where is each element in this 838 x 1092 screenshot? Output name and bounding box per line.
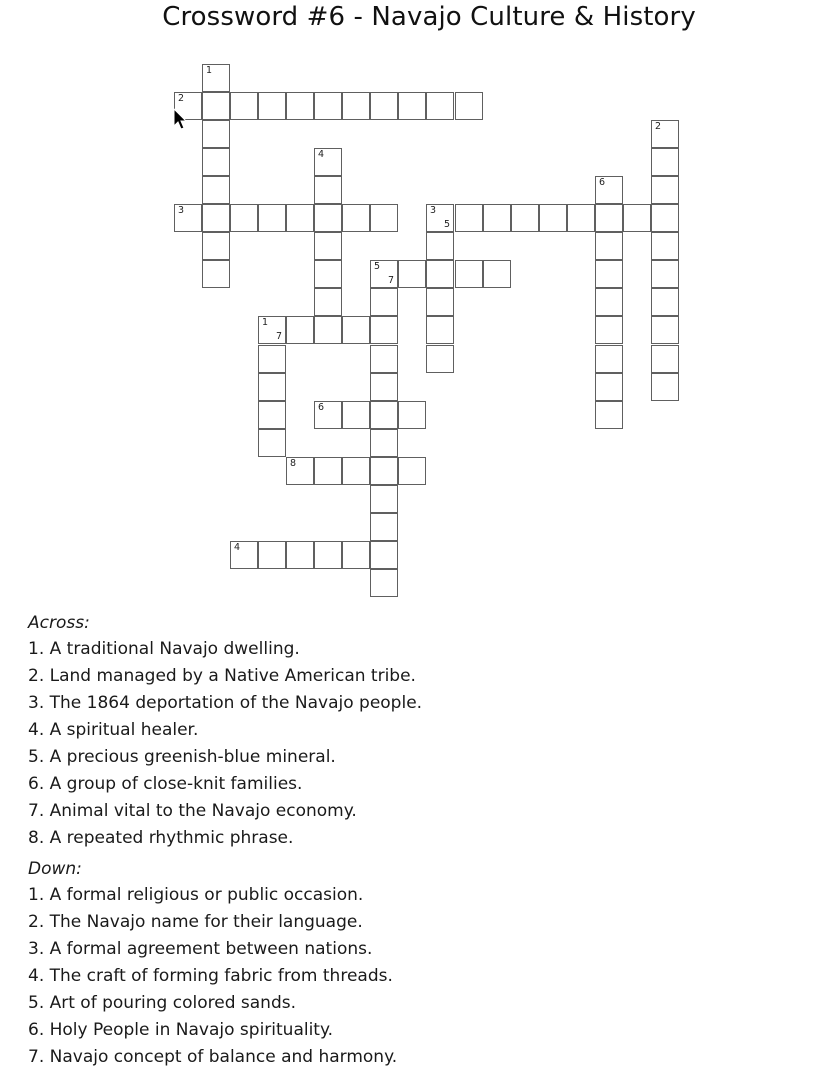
grid-cell[interactable] [342, 316, 370, 344]
grid-cell[interactable] [370, 288, 398, 316]
across-heading: Across: [28, 613, 90, 633]
clue-number: 6 [599, 177, 606, 188]
grid-cell[interactable] [370, 485, 398, 513]
down-clue: 1. A formal religious or public occasion. [28, 885, 364, 905]
grid-cell[interactable] [595, 204, 623, 232]
clue-number: 2 [655, 121, 662, 132]
grid-cell[interactable] [314, 204, 342, 232]
grid-cell[interactable] [483, 204, 511, 232]
grid-cell[interactable] [370, 457, 398, 485]
grid-cell[interactable] [398, 260, 426, 288]
grid-cell[interactable] [314, 288, 342, 316]
across-clue: 2. Land managed by a Native American tribe. [28, 666, 416, 686]
grid-cell[interactable] [202, 260, 230, 288]
grid-cell[interactable] [342, 401, 370, 429]
grid-cell[interactable] [623, 204, 651, 232]
grid-cell[interactable] [567, 204, 595, 232]
down-clue-list [28, 882, 422, 1071]
clue-number: 3 [430, 205, 437, 216]
grid-cell[interactable] [258, 316, 286, 344]
across-clue: 3. The 1864 deportation of the Navajo people. [28, 693, 423, 713]
grid-cell[interactable] [370, 260, 398, 288]
grid-cell[interactable] [539, 204, 567, 232]
grid-cell[interactable] [202, 176, 230, 204]
grid-cell[interactable] [651, 345, 679, 373]
grid-cell[interactable] [370, 513, 398, 541]
grid-cell[interactable] [455, 92, 483, 120]
grid-cell[interactable] [426, 204, 454, 232]
grid-cell[interactable] [595, 373, 623, 401]
grid-cell[interactable] [426, 232, 454, 260]
grid-cell[interactable] [651, 204, 679, 232]
down-clue: 4. The craft of forming fabric from threads. [28, 966, 393, 986]
grid-cell[interactable] [174, 204, 202, 232]
grid-cell[interactable] [398, 401, 426, 429]
grid-cell[interactable] [314, 457, 342, 485]
grid-cell[interactable] [426, 316, 454, 344]
grid-cell[interactable] [370, 569, 398, 597]
grid-cell[interactable] [286, 92, 314, 120]
grid-cell[interactable] [370, 429, 398, 457]
down-clue: 3. A formal agreement between nations. [28, 939, 373, 959]
grid-cell[interactable] [258, 401, 286, 429]
clue-number: 5 [374, 261, 381, 272]
across-clue: 7. Animal vital to the Navajo economy. [28, 801, 357, 821]
grid-cell[interactable] [455, 204, 483, 232]
clue-number: 5 [443, 219, 450, 230]
grid-cell[interactable] [651, 120, 679, 148]
grid-cell[interactable] [595, 345, 623, 373]
grid-cell[interactable] [286, 541, 314, 569]
across-clue-list [28, 636, 422, 852]
grid-cell[interactable] [651, 373, 679, 401]
grid-cell[interactable] [370, 204, 398, 232]
grid-cell[interactable] [426, 288, 454, 316]
grid-cell[interactable] [314, 316, 342, 344]
clue-number: 2 [178, 93, 185, 104]
grid-cell[interactable] [651, 316, 679, 344]
clue-number: 4 [318, 149, 325, 160]
grid-cell[interactable] [314, 232, 342, 260]
grid-cell[interactable] [370, 401, 398, 429]
clue-number: 8 [290, 458, 297, 469]
grid-cell[interactable] [595, 232, 623, 260]
clue-number: 7 [387, 275, 394, 286]
grid-cell[interactable] [258, 92, 286, 120]
clue-number: 3 [178, 205, 185, 216]
grid-cell[interactable] [398, 457, 426, 485]
across-clue: 6. A group of close-knit families. [28, 774, 303, 794]
grid-cell[interactable] [230, 204, 258, 232]
down-clue: 2. The Navajo name for their language. [28, 912, 363, 932]
grid-cell[interactable] [651, 148, 679, 176]
grid-cell[interactable] [595, 316, 623, 344]
clue-number: 4 [234, 542, 241, 553]
grid-cell[interactable] [342, 541, 370, 569]
down-clue: 5. Art of pouring colored sands. [28, 993, 296, 1013]
clue-number: 1 [206, 65, 213, 76]
crossword-grid [174, 64, 694, 604]
clues-section [28, 610, 422, 1071]
down-clue: 6. Holy People in Navajo spirituality. [28, 1020, 334, 1040]
grid-cell[interactable] [342, 457, 370, 485]
down-clue: 7. Navajo concept of balance and harmony. [28, 1047, 398, 1067]
grid-cell[interactable] [398, 92, 426, 120]
grid-cell[interactable] [202, 64, 230, 92]
grid-cell[interactable] [651, 176, 679, 204]
down-heading: Down: [28, 859, 82, 879]
clue-number: 1 [262, 317, 269, 328]
grid-cell[interactable] [286, 204, 314, 232]
grid-cell[interactable] [595, 260, 623, 288]
grid-cell[interactable] [314, 541, 342, 569]
grid-cell[interactable] [202, 148, 230, 176]
grid-cell[interactable] [314, 401, 342, 429]
grid-cell[interactable] [426, 92, 454, 120]
grid-cell[interactable] [314, 148, 342, 176]
grid-cell[interactable] [511, 204, 539, 232]
grid-cell[interactable] [342, 92, 370, 120]
grid-cell[interactable] [258, 429, 286, 457]
grid-cell[interactable] [651, 260, 679, 288]
grid-cell[interactable] [314, 92, 342, 120]
clue-number: 7 [275, 331, 282, 342]
page-title: Crossword #6 - Navajo Culture & History [162, 2, 696, 32]
grid-cell[interactable] [370, 373, 398, 401]
grid-cell[interactable] [595, 176, 623, 204]
grid-cell[interactable] [230, 541, 258, 569]
grid-cell[interactable] [651, 232, 679, 260]
grid-cell[interactable] [426, 345, 454, 373]
mouse-pointer-icon [173, 108, 189, 132]
across-clue: 4. A spiritual healer. [28, 720, 199, 740]
grid-cell[interactable] [370, 345, 398, 373]
grid-cell[interactable] [258, 204, 286, 232]
grid-cell[interactable] [314, 176, 342, 204]
grid-cell[interactable] [286, 457, 314, 485]
grid-cell[interactable] [258, 345, 286, 373]
across-clue: 8. A repeated rhythmic phrase. [28, 828, 294, 848]
clue-number: 6 [318, 402, 325, 413]
grid-cell[interactable] [202, 204, 230, 232]
grid-cell[interactable] [370, 541, 398, 569]
grid-cell[interactable] [370, 316, 398, 344]
grid-cell[interactable] [230, 92, 258, 120]
grid-cell[interactable] [455, 260, 483, 288]
grid-cell[interactable] [202, 232, 230, 260]
grid-cell[interactable] [651, 288, 679, 316]
grid-cell[interactable] [202, 92, 230, 120]
grid-cell[interactable] [483, 260, 511, 288]
grid-cell[interactable] [370, 92, 398, 120]
grid-cell[interactable] [342, 204, 370, 232]
grid-cell[interactable] [595, 288, 623, 316]
grid-cell[interactable] [314, 260, 342, 288]
grid-cell[interactable] [286, 316, 314, 344]
grid-cell[interactable] [202, 120, 230, 148]
grid-cell[interactable] [426, 260, 454, 288]
across-clue: 5. A precious greenish-blue mineral. [28, 747, 336, 767]
grid-cell[interactable] [258, 373, 286, 401]
grid-cell[interactable] [258, 541, 286, 569]
grid-cell[interactable] [595, 401, 623, 429]
across-clue: 1. A traditional Navajo dwelling. [28, 639, 300, 659]
